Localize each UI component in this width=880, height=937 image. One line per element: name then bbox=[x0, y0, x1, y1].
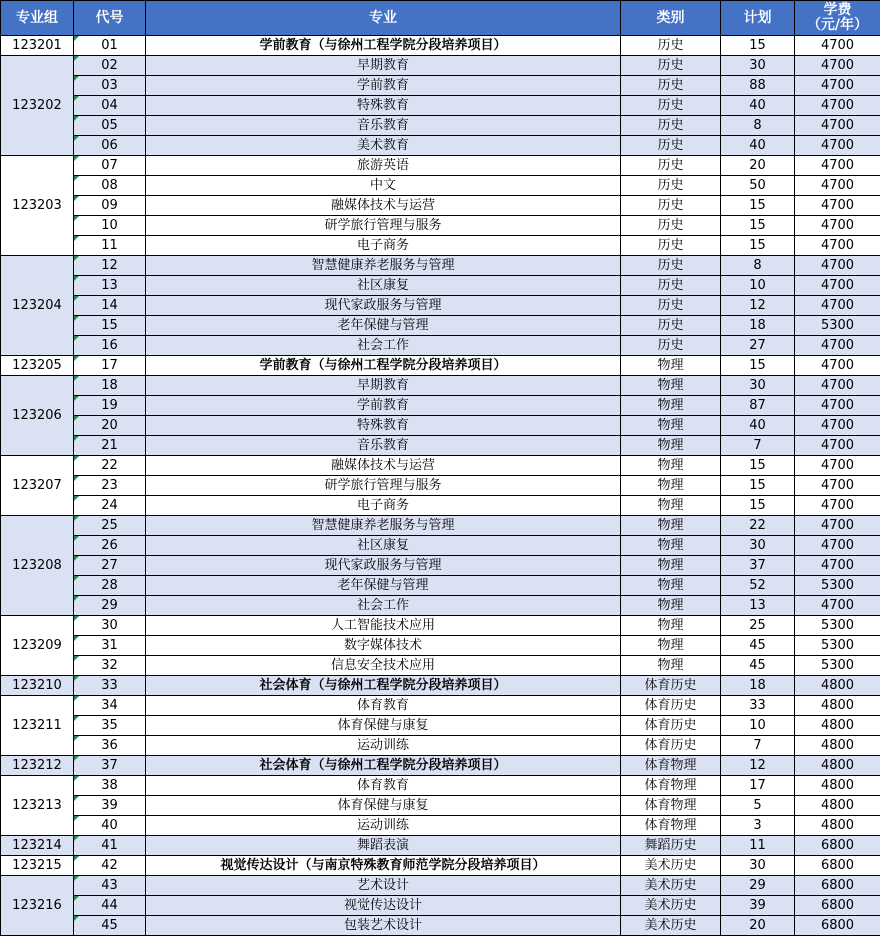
major-cell: 学前教育 bbox=[146, 76, 621, 96]
table-row bbox=[1, 396, 880, 416]
fee-cell: 4700 bbox=[795, 136, 880, 156]
table-row bbox=[1, 256, 880, 276]
plan-cell: 27 bbox=[721, 336, 795, 356]
category-cell: 体育物理 bbox=[621, 756, 721, 776]
group-cell: 123201 bbox=[1, 36, 74, 56]
major-cell: 视觉传达设计 bbox=[146, 896, 621, 916]
code-cell: 10 bbox=[74, 216, 146, 236]
header-plan: 计划 bbox=[721, 1, 795, 36]
code-cell: 36 bbox=[74, 736, 146, 756]
group-cell: 123208 bbox=[1, 516, 74, 616]
fee-cell: 4800 bbox=[795, 736, 880, 756]
group-cell: 123204 bbox=[1, 256, 74, 356]
table-row bbox=[1, 796, 880, 816]
major-cell: 音乐教育 bbox=[146, 116, 621, 136]
category-cell: 体育物理 bbox=[621, 776, 721, 796]
major-cell: 美术教育 bbox=[146, 136, 621, 156]
major-cell: 信息安全技术应用 bbox=[146, 656, 621, 676]
major-cell: 研学旅行管理与服务 bbox=[146, 476, 621, 496]
fee-cell: 4700 bbox=[795, 536, 880, 556]
code-cell: 30 bbox=[74, 616, 146, 636]
plan-cell: 17 bbox=[721, 776, 795, 796]
fee-cell: 4700 bbox=[795, 236, 880, 256]
major-cell: 社会工作 bbox=[146, 596, 621, 616]
table-row bbox=[1, 436, 880, 456]
fee-cell: 4700 bbox=[795, 196, 880, 216]
fee-cell: 4800 bbox=[795, 676, 880, 696]
fee-cell: 5300 bbox=[795, 616, 880, 636]
plan-cell: 39 bbox=[721, 896, 795, 916]
fee-cell: 6800 bbox=[795, 836, 880, 856]
category-cell: 历史 bbox=[621, 196, 721, 216]
fee-cell: 4800 bbox=[795, 796, 880, 816]
table-row bbox=[1, 456, 880, 476]
fee-cell: 4700 bbox=[795, 116, 880, 136]
major-cell: 特殊教育 bbox=[146, 416, 621, 436]
fee-cell: 4700 bbox=[795, 496, 880, 516]
plan-cell: 5 bbox=[721, 796, 795, 816]
fee-cell: 6800 bbox=[795, 916, 880, 936]
fee-cell: 4700 bbox=[795, 396, 880, 416]
plan-cell: 8 bbox=[721, 256, 795, 276]
category-cell: 历史 bbox=[621, 216, 721, 236]
major-cell: 电子商务 bbox=[146, 236, 621, 256]
fee-cell: 4700 bbox=[795, 476, 880, 496]
category-cell: 历史 bbox=[621, 296, 721, 316]
table-row bbox=[1, 536, 880, 556]
category-cell: 历史 bbox=[621, 176, 721, 196]
fee-cell: 5300 bbox=[795, 656, 880, 676]
group-cell: 123216 bbox=[1, 876, 74, 936]
code-cell: 07 bbox=[74, 156, 146, 176]
group-cell: 123211 bbox=[1, 696, 74, 756]
code-cell: 04 bbox=[74, 96, 146, 116]
category-cell: 物理 bbox=[621, 576, 721, 596]
category-cell: 历史 bbox=[621, 316, 721, 336]
category-cell: 物理 bbox=[621, 376, 721, 396]
category-cell: 美术历史 bbox=[621, 916, 721, 936]
category-cell: 历史 bbox=[621, 276, 721, 296]
table-row bbox=[1, 716, 880, 736]
table-row bbox=[1, 636, 880, 656]
plan-cell: 15 bbox=[721, 496, 795, 516]
category-cell: 历史 bbox=[621, 76, 721, 96]
code-cell: 14 bbox=[74, 296, 146, 316]
plan-cell: 7 bbox=[721, 736, 795, 756]
plan-cell: 20 bbox=[721, 916, 795, 936]
plan-cell: 30 bbox=[721, 376, 795, 396]
code-cell: 06 bbox=[74, 136, 146, 156]
code-cell: 43 bbox=[74, 876, 146, 896]
category-cell: 物理 bbox=[621, 616, 721, 636]
major-cell: 包装艺术设计 bbox=[146, 916, 621, 936]
plan-cell: 15 bbox=[721, 236, 795, 256]
fee-cell: 4800 bbox=[795, 696, 880, 716]
table-row bbox=[1, 776, 880, 796]
category-cell: 美术历史 bbox=[621, 856, 721, 876]
table-row bbox=[1, 676, 880, 696]
category-cell: 美术历史 bbox=[621, 876, 721, 896]
code-cell: 28 bbox=[74, 576, 146, 596]
fee-cell: 4700 bbox=[795, 256, 880, 276]
code-cell: 41 bbox=[74, 836, 146, 856]
major-cell: 学前教育 bbox=[146, 396, 621, 416]
plan-cell: 15 bbox=[721, 196, 795, 216]
table-row bbox=[1, 496, 880, 516]
code-cell: 27 bbox=[74, 556, 146, 576]
code-cell: 39 bbox=[74, 796, 146, 816]
code-cell: 02 bbox=[74, 56, 146, 76]
category-cell: 历史 bbox=[621, 116, 721, 136]
code-cell: 31 bbox=[74, 636, 146, 656]
category-cell: 物理 bbox=[621, 396, 721, 416]
plan-cell: 10 bbox=[721, 276, 795, 296]
table-row bbox=[1, 236, 880, 256]
major-cell: 融媒体技术与运营 bbox=[146, 196, 621, 216]
code-cell: 23 bbox=[74, 476, 146, 496]
plan-cell: 87 bbox=[721, 396, 795, 416]
header-group: 专业组 bbox=[1, 1, 74, 36]
table-row bbox=[1, 36, 880, 56]
plan-cell: 22 bbox=[721, 516, 795, 536]
table-row bbox=[1, 516, 880, 536]
category-cell: 体育物理 bbox=[621, 816, 721, 836]
fee-cell: 4800 bbox=[795, 776, 880, 796]
table-row bbox=[1, 196, 880, 216]
category-cell: 历史 bbox=[621, 36, 721, 56]
major-cell: 学前教育（与徐州工程学院分段培养项目） bbox=[146, 356, 621, 376]
table-row bbox=[1, 116, 880, 136]
fee-cell: 4700 bbox=[795, 296, 880, 316]
table-row bbox=[1, 856, 880, 876]
code-cell: 40 bbox=[74, 816, 146, 836]
category-cell: 物理 bbox=[621, 596, 721, 616]
table-row bbox=[1, 616, 880, 636]
code-cell: 03 bbox=[74, 76, 146, 96]
code-cell: 42 bbox=[74, 856, 146, 876]
category-cell: 体育历史 bbox=[621, 736, 721, 756]
code-cell: 29 bbox=[74, 596, 146, 616]
table-row bbox=[1, 376, 880, 396]
plan-cell: 12 bbox=[721, 756, 795, 776]
major-cell: 社会体育（与徐州工程学院分段培养项目） bbox=[146, 756, 621, 776]
plan-cell: 18 bbox=[721, 676, 795, 696]
category-cell: 物理 bbox=[621, 436, 721, 456]
fee-cell: 4700 bbox=[795, 336, 880, 356]
category-cell: 物理 bbox=[621, 456, 721, 476]
header-code: 代号 bbox=[74, 1, 146, 36]
code-cell: 45 bbox=[74, 916, 146, 936]
fee-cell: 4800 bbox=[795, 756, 880, 776]
plan-cell: 37 bbox=[721, 556, 795, 576]
table-row bbox=[1, 416, 880, 436]
code-cell: 18 bbox=[74, 376, 146, 396]
major-cell: 现代家政服务与管理 bbox=[146, 556, 621, 576]
group-cell: 123205 bbox=[1, 356, 74, 376]
fee-cell: 4700 bbox=[795, 556, 880, 576]
table-row bbox=[1, 596, 880, 616]
plan-cell: 25 bbox=[721, 616, 795, 636]
group-cell: 123203 bbox=[1, 156, 74, 256]
fee-cell: 6800 bbox=[795, 876, 880, 896]
plan-cell: 88 bbox=[721, 76, 795, 96]
plan-cell: 15 bbox=[721, 36, 795, 56]
table-row bbox=[1, 176, 880, 196]
plan-cell: 30 bbox=[721, 536, 795, 556]
plan-cell: 50 bbox=[721, 176, 795, 196]
major-cell: 电子商务 bbox=[146, 496, 621, 516]
code-cell: 09 bbox=[74, 196, 146, 216]
table-row bbox=[1, 816, 880, 836]
major-cell: 特殊教育 bbox=[146, 96, 621, 116]
table-row bbox=[1, 76, 880, 96]
category-cell: 物理 bbox=[621, 536, 721, 556]
table-row bbox=[1, 916, 880, 936]
table-row bbox=[1, 356, 880, 376]
major-cell: 运动训练 bbox=[146, 736, 621, 756]
code-cell: 38 bbox=[74, 776, 146, 796]
table-row bbox=[1, 896, 880, 916]
category-cell: 历史 bbox=[621, 256, 721, 276]
code-cell: 20 bbox=[74, 416, 146, 436]
category-cell: 历史 bbox=[621, 236, 721, 256]
fee-cell: 4700 bbox=[795, 376, 880, 396]
major-cell: 体育保健与康复 bbox=[146, 716, 621, 736]
category-cell: 历史 bbox=[621, 336, 721, 356]
major-cell: 视觉传达设计（与南京特殊教育师范学院分段培养项目） bbox=[146, 856, 621, 876]
major-cell: 现代家政服务与管理 bbox=[146, 296, 621, 316]
header-major: 专业 bbox=[146, 1, 621, 36]
fee-cell: 4700 bbox=[795, 36, 880, 56]
plan-cell: 45 bbox=[721, 656, 795, 676]
group-cell: 123202 bbox=[1, 56, 74, 156]
table-row bbox=[1, 556, 880, 576]
group-cell: 123212 bbox=[1, 756, 74, 776]
fee-cell: 5300 bbox=[795, 316, 880, 336]
fee-cell: 4800 bbox=[795, 716, 880, 736]
table-row bbox=[1, 156, 880, 176]
code-cell: 13 bbox=[74, 276, 146, 296]
major-cell: 社会工作 bbox=[146, 336, 621, 356]
code-cell: 16 bbox=[74, 336, 146, 356]
code-cell: 44 bbox=[74, 896, 146, 916]
plan-cell: 15 bbox=[721, 356, 795, 376]
fee-cell: 4700 bbox=[795, 356, 880, 376]
major-cell: 音乐教育 bbox=[146, 436, 621, 456]
code-cell: 08 bbox=[74, 176, 146, 196]
table-row bbox=[1, 476, 880, 496]
major-cell: 智慧健康养老服务与管理 bbox=[146, 256, 621, 276]
major-cell: 体育保健与康复 bbox=[146, 796, 621, 816]
category-cell: 历史 bbox=[621, 156, 721, 176]
fee-cell: 4700 bbox=[795, 76, 880, 96]
fee-cell: 4700 bbox=[795, 516, 880, 536]
major-cell: 旅游英语 bbox=[146, 156, 621, 176]
table-row bbox=[1, 836, 880, 856]
table-body bbox=[1, 36, 880, 936]
major-cell: 运动训练 bbox=[146, 816, 621, 836]
group-cell: 123214 bbox=[1, 836, 74, 856]
major-cell: 社区康复 bbox=[146, 276, 621, 296]
group-cell: 123210 bbox=[1, 676, 74, 696]
plan-cell: 29 bbox=[721, 876, 795, 896]
table-row bbox=[1, 656, 880, 676]
fee-cell: 6800 bbox=[795, 896, 880, 916]
fee-cell: 4700 bbox=[795, 276, 880, 296]
fee-cell: 4700 bbox=[795, 96, 880, 116]
fee-cell: 4700 bbox=[795, 416, 880, 436]
fee-cell: 4700 bbox=[795, 56, 880, 76]
category-cell: 历史 bbox=[621, 136, 721, 156]
code-cell: 22 bbox=[74, 456, 146, 476]
category-cell: 历史 bbox=[621, 96, 721, 116]
group-cell: 123215 bbox=[1, 856, 74, 876]
plan-cell: 20 bbox=[721, 156, 795, 176]
plan-cell: 8 bbox=[721, 116, 795, 136]
group-cell: 123206 bbox=[1, 376, 74, 456]
code-cell: 37 bbox=[74, 756, 146, 776]
plan-cell: 12 bbox=[721, 296, 795, 316]
category-cell: 体育历史 bbox=[621, 696, 721, 716]
table-row bbox=[1, 296, 880, 316]
code-cell: 05 bbox=[74, 116, 146, 136]
plan-cell: 3 bbox=[721, 816, 795, 836]
category-cell: 体育历史 bbox=[621, 676, 721, 696]
major-cell: 社会体育（与徐州工程学院分段培养项目） bbox=[146, 676, 621, 696]
major-cell: 早期教育 bbox=[146, 56, 621, 76]
header-fee-line1: 学费 bbox=[823, 2, 852, 18]
category-cell: 物理 bbox=[621, 356, 721, 376]
header-fee-line2: （元/年） bbox=[806, 17, 869, 33]
fee-cell: 4700 bbox=[795, 456, 880, 476]
major-cell: 早期教育 bbox=[146, 376, 621, 396]
table-row bbox=[1, 576, 880, 596]
header-fee bbox=[795, 1, 880, 36]
plan-cell: 30 bbox=[721, 856, 795, 876]
plan-cell: 33 bbox=[721, 696, 795, 716]
major-cell: 社区康复 bbox=[146, 536, 621, 556]
plan-cell: 15 bbox=[721, 456, 795, 476]
plan-cell: 11 bbox=[721, 836, 795, 856]
category-cell: 物理 bbox=[621, 496, 721, 516]
category-cell: 舞蹈历史 bbox=[621, 836, 721, 856]
table-row bbox=[1, 736, 880, 756]
code-cell: 01 bbox=[74, 36, 146, 56]
category-cell: 物理 bbox=[621, 516, 721, 536]
category-cell: 物理 bbox=[621, 656, 721, 676]
category-cell: 美术历史 bbox=[621, 896, 721, 916]
plan-cell: 45 bbox=[721, 636, 795, 656]
table-row bbox=[1, 216, 880, 236]
fee-cell: 5300 bbox=[795, 636, 880, 656]
code-cell: 25 bbox=[74, 516, 146, 536]
table-row bbox=[1, 696, 880, 716]
major-cell: 老年保健与管理 bbox=[146, 576, 621, 596]
fee-cell: 4700 bbox=[795, 156, 880, 176]
major-cell: 老年保健与管理 bbox=[146, 316, 621, 336]
fee-cell: 4700 bbox=[795, 596, 880, 616]
table-row bbox=[1, 336, 880, 356]
major-cell: 学前教育（与徐州工程学院分段培养项目） bbox=[146, 36, 621, 56]
group-cell: 123207 bbox=[1, 456, 74, 516]
table-row bbox=[1, 136, 880, 156]
category-cell: 物理 bbox=[621, 476, 721, 496]
plan-cell: 30 bbox=[721, 56, 795, 76]
code-cell: 32 bbox=[74, 656, 146, 676]
plan-cell: 40 bbox=[721, 136, 795, 156]
group-cell: 123209 bbox=[1, 616, 74, 676]
major-cell: 研学旅行管理与服务 bbox=[146, 216, 621, 236]
table-row bbox=[1, 316, 880, 336]
plan-cell: 40 bbox=[721, 96, 795, 116]
table-row bbox=[1, 56, 880, 76]
major-cell: 舞蹈表演 bbox=[146, 836, 621, 856]
category-cell: 体育历史 bbox=[621, 716, 721, 736]
code-cell: 15 bbox=[74, 316, 146, 336]
code-cell: 24 bbox=[74, 496, 146, 516]
category-cell: 物理 bbox=[621, 636, 721, 656]
fee-cell: 4700 bbox=[795, 436, 880, 456]
code-cell: 26 bbox=[74, 536, 146, 556]
category-cell: 物理 bbox=[621, 416, 721, 436]
table-row bbox=[1, 276, 880, 296]
category-cell: 体育物理 bbox=[621, 796, 721, 816]
code-cell: 35 bbox=[74, 716, 146, 736]
table-row bbox=[1, 756, 880, 776]
code-cell: 21 bbox=[74, 436, 146, 456]
code-cell: 12 bbox=[74, 256, 146, 276]
fee-cell: 6800 bbox=[795, 856, 880, 876]
major-cell: 人工智能技术应用 bbox=[146, 616, 621, 636]
major-cell: 中文 bbox=[146, 176, 621, 196]
header-row bbox=[1, 1, 880, 36]
code-cell: 34 bbox=[74, 696, 146, 716]
plan-cell: 15 bbox=[721, 476, 795, 496]
plan-cell: 13 bbox=[721, 596, 795, 616]
category-cell: 物理 bbox=[621, 556, 721, 576]
major-cell: 数字媒体技术 bbox=[146, 636, 621, 656]
fee-cell: 4700 bbox=[795, 216, 880, 236]
code-cell: 11 bbox=[74, 236, 146, 256]
fee-cell: 5300 bbox=[795, 576, 880, 596]
major-cell: 体育教育 bbox=[146, 696, 621, 716]
plan-cell: 52 bbox=[721, 576, 795, 596]
code-cell: 33 bbox=[74, 676, 146, 696]
major-cell: 体育教育 bbox=[146, 776, 621, 796]
category-cell: 历史 bbox=[621, 56, 721, 76]
plan-cell: 40 bbox=[721, 416, 795, 436]
fee-cell: 4800 bbox=[795, 816, 880, 836]
plan-cell: 18 bbox=[721, 316, 795, 336]
major-cell: 艺术设计 bbox=[146, 876, 621, 896]
header-category: 类别 bbox=[621, 1, 721, 36]
fee-cell: 4700 bbox=[795, 176, 880, 196]
major-cell: 智慧健康养老服务与管理 bbox=[146, 516, 621, 536]
major-cell: 融媒体技术与运营 bbox=[146, 456, 621, 476]
plan-cell: 15 bbox=[721, 216, 795, 236]
plan-cell: 10 bbox=[721, 716, 795, 736]
code-cell: 17 bbox=[74, 356, 146, 376]
group-cell: 123213 bbox=[1, 776, 74, 836]
code-cell: 19 bbox=[74, 396, 146, 416]
table-row bbox=[1, 876, 880, 896]
table-row bbox=[1, 96, 880, 116]
plan-cell: 7 bbox=[721, 436, 795, 456]
